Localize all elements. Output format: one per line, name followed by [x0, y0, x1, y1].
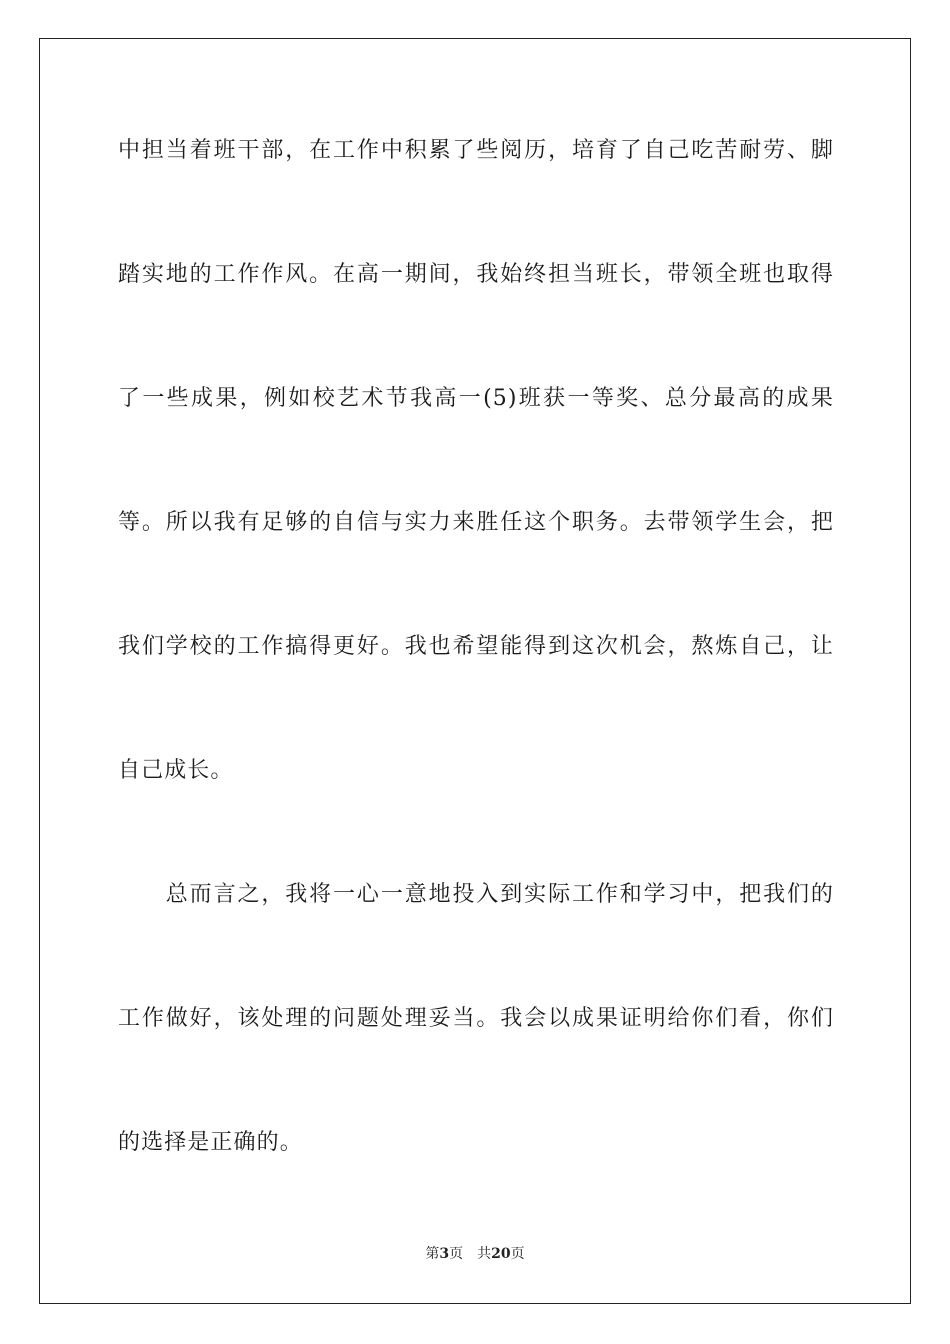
text-line-2: 踏实地的工作作风。在高一期间，我始终担当班长，带领全班也取得: [118, 262, 834, 287]
page-prefix: 第: [425, 1246, 440, 1262]
text-line-7: 总而言之，我将一心一意地投入到实际工作和学习中，把我们的: [118, 882, 834, 907]
text-line-8: 工作做好，该处理的问题处理妥当。我会以成果证明给你们看，你们: [118, 1006, 834, 1031]
page-number: 3: [439, 1246, 450, 1262]
text-line-3: 了一些成果，例如校艺术节我高一(5)班获一等奖、总分最高的成果: [118, 386, 834, 411]
text-line-4: 等。所以我有足够的自信与实力来胜任这个职务。去带领学生会，把: [118, 510, 834, 535]
total-prefix: 共: [477, 1246, 492, 1262]
text-line-9: 的选择是正确的。: [118, 1130, 303, 1155]
page-suffix: 页: [449, 1246, 464, 1262]
total-pages: 20: [491, 1246, 511, 1262]
text-line-5: 我们学校的工作搞得更好。我也希望能得到这次机会，熬炼自己，让: [118, 634, 834, 659]
page-frame: [39, 38, 911, 1304]
total-suffix: 页: [510, 1246, 525, 1262]
text-line-1: 中担当着班干部，在工作中积累了些阅历，培育了自己吃苦耐劳、脚: [118, 138, 834, 163]
page-footer: [0, 1245, 950, 1263]
text-line-6: 自己成长。: [118, 758, 234, 783]
